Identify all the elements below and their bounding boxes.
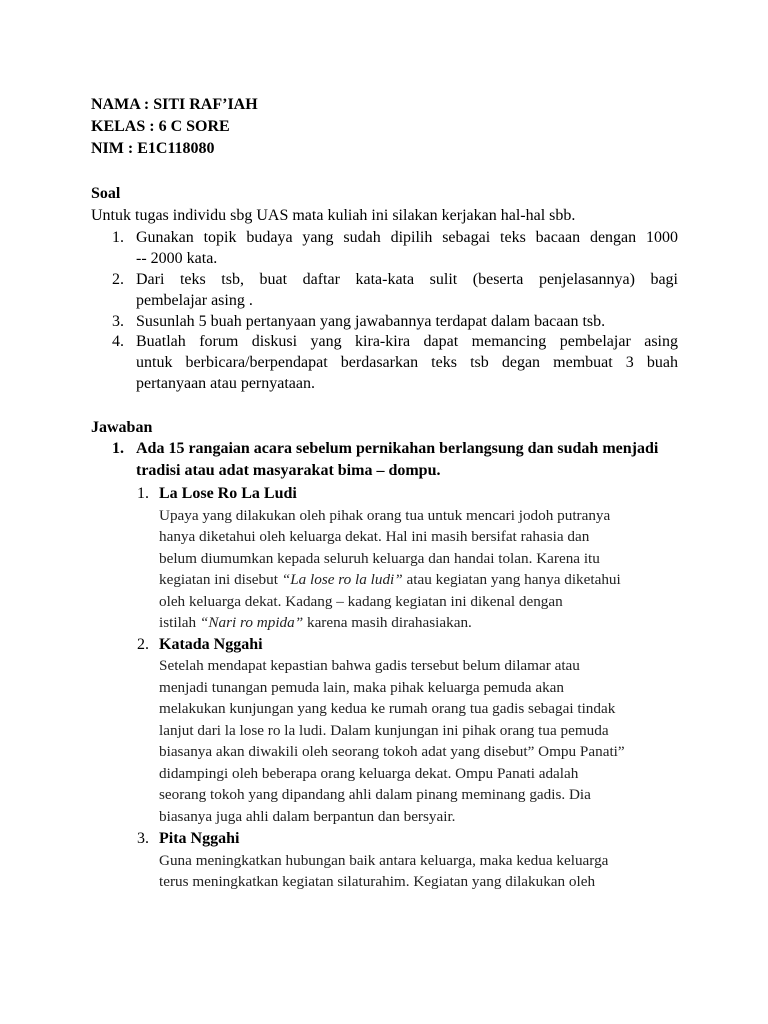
sub-item-number: 1. — [137, 485, 149, 502]
sub-item-number: 3. — [137, 830, 149, 847]
sub-item-text: hanya diketahui oleh keluarga dekat. Hal ini masih bersifat rahasia dan — [159, 528, 590, 545]
sub-item-text: biasanya juga ahli dalam berpantun dan bersyair. — [159, 808, 456, 825]
student-nim: NIM : E1C118080 — [91, 140, 215, 157]
sub-item-text: Guna meningkatkan hubungan baik antara keluarga, maka kedua keluarga — [159, 852, 609, 869]
sub-item-text: atau kegiatan yang hanya diketahui — [406, 571, 621, 588]
soal-heading: Soal — [91, 185, 121, 202]
soal-item-4-line: pertanyaan atau pernyataan. — [136, 375, 316, 392]
soal-item-4-line: Buatlah forum diskusi yang kira-kira dapat memancing pembelajar asing — [136, 333, 678, 350]
sub-item-text: terus meningkatkan kegiatan silaturahim. Kegiatan yang dilakukan oleh — [159, 873, 596, 890]
sub-item-title: Pita Nggahi — [159, 830, 240, 847]
soal-item-number: 1. — [112, 229, 124, 246]
sub-item-text: oleh keluarga dekat. Kadang – kadang kegiatan ini dikenal dengan — [159, 593, 563, 610]
jawaban-heading: Jawaban — [91, 419, 153, 436]
soal-item-number: 3. — [112, 313, 124, 330]
jawaban-item-1-line: Ada 15 rangaian acara sebelum pernikahan berlangsung dan sudah menjadi — [136, 440, 659, 457]
sub-item-text: seorang tokoh yang dipandang ahli dalam pinang meminang gadis. Dia — [159, 786, 591, 803]
sub-item-text: belum diumumkan kepada seluruh keluarga dan handai tolan. Karena itu — [159, 550, 600, 567]
sub-item-text: menjadi tunangan pemuda lain, maka pihak keluarga pemuda akan — [159, 679, 564, 696]
sub-item-text: Upaya yang dilakukan oleh pihak orang tua untuk mencari jodoh putranya — [159, 507, 611, 524]
soal-item-2-line: Dari teks tsb, buat daftar kata-kata sulit (beserta penjelasannya) bagi — [136, 271, 678, 288]
sub-item-term: “Nari ro mpida” — [199, 614, 304, 631]
sub-item-text-line — [159, 569, 621, 590]
sub-item-text: istilah — [159, 614, 197, 631]
sub-item-text: Setelah mendapat kepastian bahwa gadis tersebut belum dilamar atau — [159, 657, 580, 674]
soal-intro: Untuk tugas individu sbg UAS mata kuliah ini silakan kerjakan hal-hal sbb. — [91, 207, 576, 224]
soal-item-number: 4. — [112, 333, 124, 350]
sub-item-text: karena masih dirahasiakan. — [306, 614, 472, 631]
sub-item-number: 2. — [137, 636, 149, 653]
soal-item-1-line: Gunakan topik budaya yang sudah dipilih sebagai teks bacaan dengan 1000 — [136, 229, 678, 246]
sub-item-text: didampingi oleh beberapa orang keluarga dekat. Ompu Panati adalah — [159, 765, 579, 782]
soal-item-3-line: Susunlah 5 buah pertanyaan yang jawabannya terdapat dalam bacaan tsb. — [136, 313, 606, 330]
soal-item-2-line: pembelajar asing . — [136, 292, 253, 309]
jawaban-item-1-line: tradisi atau adat masyarakat bima – dompu. — [136, 462, 441, 479]
student-class: KELAS : 6 C SORE — [91, 118, 230, 135]
student-name: NAMA : SITI RAF’IAH — [91, 96, 258, 113]
sub-item-text: lanjut dari la lose ro la ludi. Dalam kunjungan ini pihak orang tua pemuda — [159, 722, 609, 739]
sub-item-text: biasanya akan diwakili oleh seorang tokoh adat yang disebut” Ompu Panati” — [159, 743, 625, 760]
sub-item-title: Katada Nggahi — [159, 636, 263, 653]
sub-item-text-line — [159, 612, 472, 633]
jawaban-item-number: 1. — [112, 440, 124, 457]
soal-item-number: 2. — [112, 271, 124, 288]
soal-item-1-line: -- 2000 kata. — [136, 250, 218, 267]
sub-item-text: melakukan kunjungan yang kedua ke rumah orang tua gadis sebagai tindak — [159, 700, 616, 717]
sub-item-title: La Lose Ro La Ludi — [159, 485, 297, 502]
sub-item-text: kegiatan ini disebut — [159, 571, 278, 588]
sub-item-term: “La lose ro la ludi” — [281, 571, 403, 588]
soal-item-4-line: untuk berbicara/berpendapat berdasarkan teks tsb degan membuat 3 buah — [136, 354, 678, 371]
